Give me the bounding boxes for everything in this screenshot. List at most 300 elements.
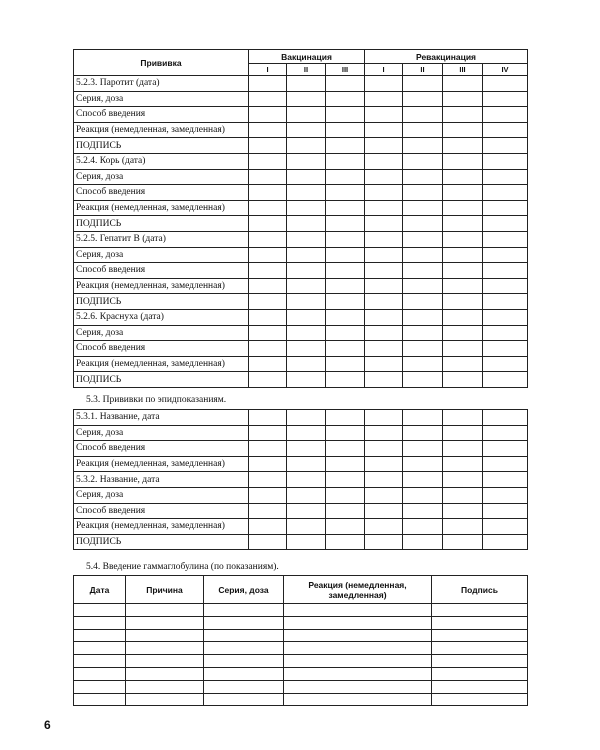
entry-cell[interactable] xyxy=(443,91,483,107)
entry-cell[interactable] xyxy=(326,410,365,426)
entry-cell[interactable] xyxy=(443,122,483,138)
entry-cell[interactable] xyxy=(126,655,204,668)
entry-cell[interactable] xyxy=(287,503,326,519)
entry-cell[interactable] xyxy=(365,372,403,388)
entry-cell[interactable] xyxy=(365,122,403,138)
entry-cell[interactable] xyxy=(249,341,287,357)
row-label: Способ введения xyxy=(74,185,249,201)
entry-cell[interactable] xyxy=(403,294,443,310)
header-revaccination: Ревакцинация xyxy=(365,50,528,64)
entry-cell[interactable] xyxy=(204,667,284,680)
entry-cell[interactable] xyxy=(432,642,528,655)
entry-cell[interactable] xyxy=(483,309,528,325)
entry-cell[interactable] xyxy=(204,629,284,642)
entry-cell[interactable] xyxy=(326,341,365,357)
entry-cell[interactable] xyxy=(284,667,432,680)
entry-cell[interactable] xyxy=(403,200,443,216)
entry-cell[interactable] xyxy=(74,604,126,617)
entry-cell[interactable] xyxy=(432,693,528,706)
entry-cell[interactable] xyxy=(287,472,326,488)
entry-cell[interactable] xyxy=(443,76,483,92)
entry-cell[interactable] xyxy=(443,138,483,154)
entry-cell[interactable] xyxy=(249,487,287,503)
entry-cell[interactable] xyxy=(287,91,326,107)
entry-cell[interactable] xyxy=(483,169,528,185)
entry-cell[interactable] xyxy=(365,472,403,488)
entry-cell[interactable] xyxy=(403,487,443,503)
entry-cell[interactable] xyxy=(483,503,528,519)
entry-cell[interactable] xyxy=(483,138,528,154)
entry-cell[interactable] xyxy=(249,372,287,388)
entry-cell[interactable] xyxy=(403,278,443,294)
epid-table xyxy=(73,409,528,550)
entry-cell[interactable] xyxy=(365,410,403,426)
entry-cell[interactable] xyxy=(287,341,326,357)
row-label: 5.2.5. Гепатит В (дата) xyxy=(74,231,249,247)
entry-cell[interactable] xyxy=(365,153,403,169)
entry-cell[interactable] xyxy=(483,231,528,247)
table-row xyxy=(74,472,528,488)
entry-cell[interactable] xyxy=(403,410,443,426)
header-vacc-2: II xyxy=(287,64,326,76)
gammaglobulin-table xyxy=(73,575,528,706)
entry-cell[interactable] xyxy=(483,153,528,169)
entry-cell[interactable] xyxy=(443,456,483,472)
row-label: Реакция (немедленная, замедленная) xyxy=(74,456,249,472)
entry-cell[interactable] xyxy=(326,294,365,310)
entry-cell[interactable] xyxy=(483,247,528,263)
entry-cell[interactable] xyxy=(204,642,284,655)
table-row xyxy=(74,629,528,642)
entry-cell[interactable] xyxy=(403,138,443,154)
entry-cell[interactable] xyxy=(249,503,287,519)
entry-cell[interactable] xyxy=(403,534,443,550)
entry-cell[interactable] xyxy=(365,247,403,263)
entry-cell[interactable] xyxy=(403,356,443,372)
entry-cell[interactable] xyxy=(326,107,365,123)
entry-cell[interactable] xyxy=(249,441,287,457)
entry-cell[interactable] xyxy=(483,107,528,123)
table-row xyxy=(74,247,528,263)
entry-cell[interactable] xyxy=(74,642,126,655)
row-label: ПОДПИСЬ xyxy=(74,216,249,232)
table-row xyxy=(74,122,528,138)
header-revacc-1: I xyxy=(365,64,403,76)
entry-cell[interactable] xyxy=(287,138,326,154)
table-row xyxy=(74,278,528,294)
row-label: Реакция (немедленная, замедленная) xyxy=(74,356,249,372)
entry-cell[interactable] xyxy=(249,356,287,372)
entry-cell[interactable] xyxy=(287,294,326,310)
table-row xyxy=(74,642,528,655)
entry-cell[interactable] xyxy=(483,278,528,294)
entry-cell[interactable] xyxy=(249,185,287,201)
entry-cell[interactable] xyxy=(287,169,326,185)
entry-cell[interactable] xyxy=(287,425,326,441)
entry-cell[interactable] xyxy=(403,441,443,457)
entry-cell[interactable] xyxy=(74,667,126,680)
entry-cell[interactable] xyxy=(365,91,403,107)
entry-cell[interactable] xyxy=(126,604,204,617)
row-label: 5.3.2. Название, дата xyxy=(74,472,249,488)
entry-cell[interactable] xyxy=(249,325,287,341)
entry-cell[interactable] xyxy=(249,309,287,325)
entry-cell[interactable] xyxy=(74,629,126,642)
entry-cell[interactable] xyxy=(443,410,483,426)
row-label: Реакция (немедленная, замедленная) xyxy=(74,278,249,294)
entry-cell[interactable] xyxy=(326,185,365,201)
entry-cell[interactable] xyxy=(443,487,483,503)
entry-cell[interactable] xyxy=(443,153,483,169)
entry-cell[interactable] xyxy=(249,231,287,247)
entry-cell[interactable] xyxy=(432,629,528,642)
entry-cell[interactable] xyxy=(287,76,326,92)
entry-cell[interactable] xyxy=(74,655,126,668)
entry-cell[interactable] xyxy=(287,456,326,472)
entry-cell[interactable] xyxy=(249,107,287,123)
entry-cell[interactable] xyxy=(126,680,204,693)
entry-cell[interactable] xyxy=(403,503,443,519)
entry-cell[interactable] xyxy=(326,247,365,263)
entry-cell[interactable] xyxy=(365,231,403,247)
entry-cell[interactable] xyxy=(365,278,403,294)
entry-cell[interactable] xyxy=(483,91,528,107)
entry-cell[interactable] xyxy=(284,680,432,693)
entry-cell[interactable] xyxy=(287,231,326,247)
entry-cell[interactable] xyxy=(126,693,204,706)
entry-cell[interactable] xyxy=(249,216,287,232)
entry-cell[interactable] xyxy=(365,425,403,441)
table-row xyxy=(74,693,528,706)
entry-cell[interactable] xyxy=(443,441,483,457)
section-5-3-caption: 5.3. Прививки по эпидпоказаниям. xyxy=(86,395,227,405)
entry-cell[interactable] xyxy=(326,122,365,138)
entry-cell[interactable] xyxy=(249,76,287,92)
vaccination-table xyxy=(73,49,528,388)
header-date: Дата xyxy=(74,576,126,604)
entry-cell[interactable] xyxy=(249,519,287,535)
entry-cell[interactable] xyxy=(287,107,326,123)
entry-cell[interactable] xyxy=(365,76,403,92)
entry-cell[interactable] xyxy=(287,309,326,325)
row-label: Серия, доза xyxy=(74,91,249,107)
entry-cell[interactable] xyxy=(483,122,528,138)
entry-cell[interactable] xyxy=(284,616,432,629)
entry-cell[interactable] xyxy=(74,693,126,706)
entry-cell[interactable] xyxy=(483,487,528,503)
row-label: 5.2.3. Паротит (дата) xyxy=(74,76,249,92)
row-label: Способ введения xyxy=(74,341,249,357)
header-vaccination: Вакцинация xyxy=(249,50,365,64)
entry-cell[interactable] xyxy=(249,425,287,441)
entry-cell[interactable] xyxy=(443,247,483,263)
entry-cell[interactable] xyxy=(365,503,403,519)
entry-cell[interactable] xyxy=(326,91,365,107)
table-row xyxy=(74,503,528,519)
table-row xyxy=(74,356,528,372)
entry-cell[interactable] xyxy=(287,216,326,232)
table-row xyxy=(74,153,528,169)
entry-cell[interactable] xyxy=(443,231,483,247)
entry-cell[interactable] xyxy=(326,216,365,232)
table-row xyxy=(74,76,528,92)
entry-cell[interactable] xyxy=(249,410,287,426)
entry-cell[interactable] xyxy=(483,456,528,472)
entry-cell[interactable] xyxy=(483,294,528,310)
entry-cell[interactable] xyxy=(126,616,204,629)
entry-cell[interactable] xyxy=(326,534,365,550)
entry-cell[interactable] xyxy=(432,655,528,668)
entry-cell[interactable] xyxy=(483,410,528,426)
entry-cell[interactable] xyxy=(403,263,443,279)
entry-cell[interactable] xyxy=(403,309,443,325)
entry-cell[interactable] xyxy=(365,263,403,279)
entry-cell[interactable] xyxy=(403,185,443,201)
entry-cell[interactable] xyxy=(483,216,528,232)
entry-cell[interactable] xyxy=(403,325,443,341)
entry-cell[interactable] xyxy=(126,667,204,680)
entry-cell[interactable] xyxy=(443,278,483,294)
entry-cell[interactable] xyxy=(204,655,284,668)
entry-cell[interactable] xyxy=(249,472,287,488)
entry-cell[interactable] xyxy=(443,356,483,372)
entry-cell[interactable] xyxy=(365,200,403,216)
entry-cell[interactable] xyxy=(284,629,432,642)
entry-cell[interactable] xyxy=(443,325,483,341)
entry-cell[interactable] xyxy=(326,231,365,247)
entry-cell[interactable] xyxy=(403,107,443,123)
entry-cell[interactable] xyxy=(403,231,443,247)
entry-cell[interactable] xyxy=(443,534,483,550)
entry-cell[interactable] xyxy=(403,372,443,388)
entry-cell[interactable] xyxy=(483,76,528,92)
entry-cell[interactable] xyxy=(287,247,326,263)
entry-cell[interactable] xyxy=(432,667,528,680)
entry-cell[interactable] xyxy=(326,263,365,279)
entry-cell[interactable] xyxy=(326,356,365,372)
page-number: 6 xyxy=(44,718,51,732)
table-row xyxy=(74,169,528,185)
entry-cell[interactable] xyxy=(403,472,443,488)
entry-cell[interactable] xyxy=(365,519,403,535)
entry-cell[interactable] xyxy=(326,278,365,294)
entry-cell[interactable] xyxy=(443,169,483,185)
entry-cell[interactable] xyxy=(365,294,403,310)
entry-cell[interactable] xyxy=(326,487,365,503)
row-label: Способ введения xyxy=(74,441,249,457)
entry-cell[interactable] xyxy=(126,642,204,655)
table-row xyxy=(74,655,528,668)
entry-cell[interactable] xyxy=(287,122,326,138)
entry-cell[interactable] xyxy=(483,425,528,441)
entry-cell[interactable] xyxy=(249,456,287,472)
entry-cell[interactable] xyxy=(483,519,528,535)
entry-cell[interactable] xyxy=(326,519,365,535)
entry-cell[interactable] xyxy=(249,263,287,279)
entry-cell[interactable] xyxy=(284,604,432,617)
entry-cell[interactable] xyxy=(249,200,287,216)
entry-cell[interactable] xyxy=(326,372,365,388)
entry-cell[interactable] xyxy=(403,122,443,138)
entry-cell[interactable] xyxy=(326,309,365,325)
entry-cell[interactable] xyxy=(443,519,483,535)
entry-cell[interactable] xyxy=(365,138,403,154)
row-label: Серия, доза xyxy=(74,247,249,263)
header-privivka: Прививка xyxy=(74,50,249,76)
entry-cell[interactable] xyxy=(403,76,443,92)
entry-cell[interactable] xyxy=(284,693,432,706)
table-row xyxy=(74,534,528,550)
entry-cell[interactable] xyxy=(284,642,432,655)
row-label: Способ введения xyxy=(74,107,249,123)
entry-cell[interactable] xyxy=(365,456,403,472)
entry-cell[interactable] xyxy=(365,309,403,325)
entry-cell[interactable] xyxy=(204,680,284,693)
entry-cell[interactable] xyxy=(365,169,403,185)
entry-cell[interactable] xyxy=(483,372,528,388)
entry-cell[interactable] xyxy=(287,519,326,535)
entry-cell[interactable] xyxy=(326,456,365,472)
entry-cell[interactable] xyxy=(249,278,287,294)
entry-cell[interactable] xyxy=(287,487,326,503)
row-label: ПОДПИСЬ xyxy=(74,294,249,310)
entry-cell[interactable] xyxy=(249,122,287,138)
entry-cell[interactable] xyxy=(403,456,443,472)
entry-cell[interactable] xyxy=(483,185,528,201)
entry-cell[interactable] xyxy=(204,616,284,629)
entry-cell[interactable] xyxy=(287,534,326,550)
entry-cell[interactable] xyxy=(443,216,483,232)
entry-cell[interactable] xyxy=(432,616,528,629)
entry-cell[interactable] xyxy=(432,604,528,617)
entry-cell[interactable] xyxy=(443,341,483,357)
entry-cell[interactable] xyxy=(326,153,365,169)
entry-cell[interactable] xyxy=(326,138,365,154)
header-revacc-3: III xyxy=(443,64,483,76)
row-label: ПОДПИСЬ xyxy=(74,534,249,550)
entry-cell[interactable] xyxy=(249,294,287,310)
entry-cell[interactable] xyxy=(287,278,326,294)
entry-cell[interactable] xyxy=(365,356,403,372)
header-series-dose: Серия, доза xyxy=(204,576,284,604)
entry-cell[interactable] xyxy=(287,325,326,341)
entry-cell[interactable] xyxy=(443,263,483,279)
entry-cell[interactable] xyxy=(365,341,403,357)
entry-cell[interactable] xyxy=(326,169,365,185)
entry-cell[interactable] xyxy=(126,629,204,642)
header-vacc-1: I xyxy=(249,64,287,76)
entry-cell[interactable] xyxy=(287,356,326,372)
table-row xyxy=(74,519,528,535)
entry-cell[interactable] xyxy=(326,325,365,341)
entry-cell[interactable] xyxy=(432,680,528,693)
entry-cell[interactable] xyxy=(403,519,443,535)
entry-cell[interactable] xyxy=(287,372,326,388)
entry-cell[interactable] xyxy=(483,200,528,216)
entry-cell[interactable] xyxy=(403,169,443,185)
entry-cell[interactable] xyxy=(443,309,483,325)
entry-cell[interactable] xyxy=(249,169,287,185)
header-revacc-4: IV xyxy=(483,64,528,76)
entry-cell[interactable] xyxy=(287,410,326,426)
entry-cell[interactable] xyxy=(249,91,287,107)
entry-cell[interactable] xyxy=(365,185,403,201)
entry-cell[interactable] xyxy=(287,153,326,169)
entry-cell[interactable] xyxy=(403,91,443,107)
entry-cell[interactable] xyxy=(443,294,483,310)
entry-cell[interactable] xyxy=(365,325,403,341)
entry-cell[interactable] xyxy=(483,325,528,341)
entry-cell[interactable] xyxy=(74,616,126,629)
entry-cell[interactable] xyxy=(403,216,443,232)
entry-cell[interactable] xyxy=(483,356,528,372)
entry-cell[interactable] xyxy=(483,441,528,457)
entry-cell[interactable] xyxy=(483,534,528,550)
entry-cell[interactable] xyxy=(403,247,443,263)
entry-cell[interactable] xyxy=(326,76,365,92)
entry-cell[interactable] xyxy=(287,185,326,201)
entry-cell[interactable] xyxy=(287,200,326,216)
entry-cell[interactable] xyxy=(249,534,287,550)
entry-cell[interactable] xyxy=(443,200,483,216)
table-row xyxy=(74,294,528,310)
entry-cell[interactable] xyxy=(204,693,284,706)
entry-cell[interactable] xyxy=(326,425,365,441)
entry-cell[interactable] xyxy=(74,680,126,693)
entry-cell[interactable] xyxy=(365,216,403,232)
table-row xyxy=(74,680,528,693)
entry-cell[interactable] xyxy=(365,107,403,123)
entry-cell[interactable] xyxy=(249,153,287,169)
section-5-4-caption: 5.4. Введение гаммаглобулина (по показаниям). xyxy=(86,562,279,572)
entry-cell[interactable] xyxy=(443,425,483,441)
entry-cell[interactable] xyxy=(326,200,365,216)
header-vacc-3: III xyxy=(326,64,365,76)
entry-cell[interactable] xyxy=(403,425,443,441)
table-row xyxy=(74,185,528,201)
entry-cell[interactable] xyxy=(443,503,483,519)
entry-cell[interactable] xyxy=(365,534,403,550)
entry-cell[interactable] xyxy=(443,107,483,123)
row-label: Реакция (немедленная, замедленная) xyxy=(74,122,249,138)
entry-cell[interactable] xyxy=(443,372,483,388)
entry-cell[interactable] xyxy=(249,138,287,154)
entry-cell[interactable] xyxy=(326,441,365,457)
entry-cell[interactable] xyxy=(326,472,365,488)
entry-cell[interactable] xyxy=(443,185,483,201)
entry-cell[interactable] xyxy=(483,341,528,357)
table-row xyxy=(74,604,528,617)
entry-cell[interactable] xyxy=(483,263,528,279)
entry-cell[interactable] xyxy=(204,604,284,617)
entry-cell[interactable] xyxy=(483,472,528,488)
entry-cell[interactable] xyxy=(326,503,365,519)
entry-cell[interactable] xyxy=(249,247,287,263)
entry-cell[interactable] xyxy=(403,153,443,169)
entry-cell[interactable] xyxy=(443,472,483,488)
entry-cell[interactable] xyxy=(403,341,443,357)
entry-cell[interactable] xyxy=(287,263,326,279)
table-row xyxy=(74,263,528,279)
entry-cell[interactable] xyxy=(287,441,326,457)
entry-cell[interactable] xyxy=(284,655,432,668)
entry-cell[interactable] xyxy=(365,487,403,503)
entry-cell[interactable] xyxy=(365,441,403,457)
row-label: 5.2.4. Корь (дата) xyxy=(74,153,249,169)
table-row xyxy=(74,309,528,325)
row-label: 5.2.6. Краснуха (дата) xyxy=(74,309,249,325)
row-label: Способ введения xyxy=(74,503,249,519)
